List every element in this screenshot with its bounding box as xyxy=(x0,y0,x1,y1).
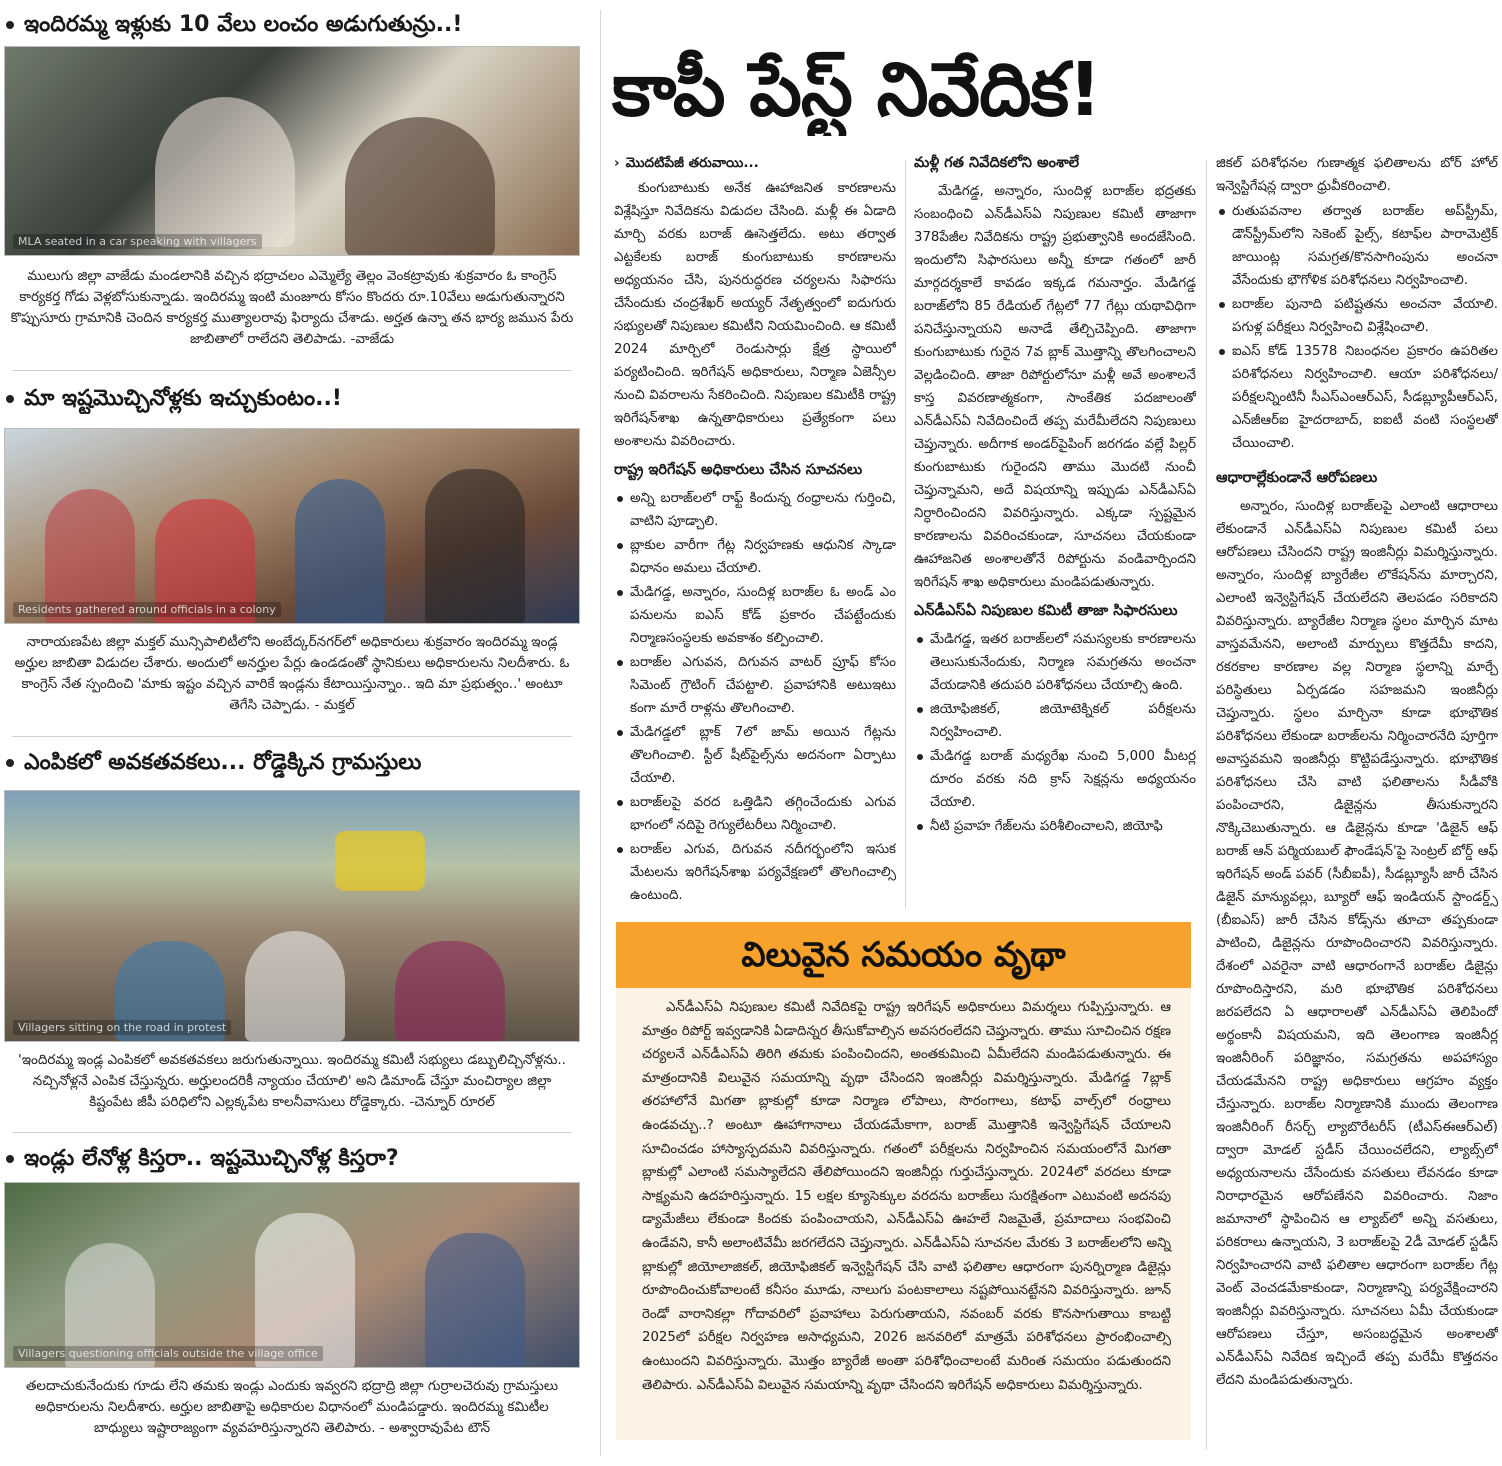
recommendation-list xyxy=(1216,200,1498,455)
boxed-story-title: విలువైన సమయం వృథా xyxy=(741,935,1066,975)
person-shape xyxy=(295,479,385,624)
bullet-icon xyxy=(6,759,14,767)
continuation-label: › మొదటిపేజీ తరువాయి... xyxy=(614,152,896,175)
story-title-1: ఇందిరమ్మ ఇళ్లుకు 10 వేలు లంచం అడుగుతున్రు..! xyxy=(6,10,462,40)
story-photo-3: Villagers sitting on the road in protest xyxy=(4,790,580,1042)
bullet-icon xyxy=(6,21,14,29)
column-divider xyxy=(1206,160,1207,1450)
list-item: మేడిగడ్డ, అన్నారం, సుందిళ్ల బరాజ్‌ల ఓ అండ్ ఎం పనులను ఐఎస్ కోడ్ ప్రకారం చేపట్టేందుకు నిర్మాణసంస్థలకు అవకాశం కల్పించాలి. xyxy=(614,581,896,650)
person-shape xyxy=(425,1233,525,1368)
person-shape xyxy=(155,97,295,247)
list-item: మేడిగడ్డ బరాజ్ మధ్యరేఖ నుంచి 5,000 మీటర్ల దూరం వరకు నది క్రాస్ సెక్షన్లను అధ్యయనం చేయాలి. xyxy=(914,745,1196,814)
story-caption-3: 'ఇందిరమ్మ ఇండ్ల ఎంపికలో అవకతవకలు జరుగుతున్నాయి. ఇందిరమ్మ కమిటీ సభ్యులు డబ్బులిచ్చినోళ్లను.. నచ్చినోళ్లనే ఎంపిక చేస్తున్నరు. అర్హులందరికీ న్యాయం చేయాలి' అని డిమాండ్ చేస్తూ మంచిర్యాల జిల్లా కిష్టంపేట జీపీ పరిధిలోని ఎల్లక్కపేట కాలనీవాసులు రోడ్డెక్కారు. -చెన్నూర్ రూరల్ xyxy=(18,1052,566,1110)
story-photo-1: MLA seated in a car speaking with villagers xyxy=(4,46,580,256)
subheading: ఎన్‌డీఎస్‌ఏ నిపుణుల కమిటీ తాజా సిఫారసులు xyxy=(914,603,1178,619)
story-photo-2: Residents gathered around officials in a colony xyxy=(4,428,580,624)
subheading: ఆధారాల్లేకుండానే ఆరోపణలు xyxy=(1216,470,1378,486)
list-item: మేడిగడ్డలో బ్లాక్ 7లో జామ్ అయిన గేట్లను తొలగించాలి. స్టీల్ షీట్‌పైల్స్‌ను అదనంగా ఏర్పాటు చేయాలి. xyxy=(614,721,896,790)
main-headline: కాపీ పేస్ట్ నివేదిక! xyxy=(612,47,1101,133)
list-item: ఐఎస్ కోడ్ 13578 నిబంధనల ప్రకారం ఉపరితల పరిశోధనలు నిర్వహించాలి. ఆయా పరిశోధనలు/పరీక్షలన్నింటినీ సీఎస్ఎంఆర్ఎస్, సీడబ్ల్యూపీఆర్ఎస్, ఎన్‌జీఆర్‌ఐ హైదరాబాద్, ఐఐటీ వంటి సంస్థలతో చేయించాలి. xyxy=(1216,340,1498,455)
story-photo-4: Villagers questioning officials outside the village office xyxy=(4,1182,580,1368)
article-paragraph: కుంగుబాటుకు అనేక ఊహాజనిత కారణాలను విశ్లేషిస్తూ నివేదికను విడుదల చేసింది. మళ్లీ ఈ ఏడాది మార్చి వరకు బరాజ్ ఊసెత్తలేదు. అటు తర్వాత ఎట్టకేలకు బరాజ్ కుంగుబాటుకు కారణాలను అధ్యయనం చేసి, పునరుద్ధరణ చర్యలను సిఫారసు చేసేందుకు చంద్రశేఖర్ అయ్యర్ నేతృత్వంలో ఐదుగురు సభ్యులతో నిపుణుల కమిటీని నియమించింది. ఆ కమిటీ 2024 మార్చిలో రెండుసార్లు క్షేత్ర స్థాయిలో పర్యటించింది. ఇరిగేషన్ అధికారులు, నిర్మాణ ఏజెన్సీల నుంచి వివరాలను సేకరించింది. నిపుణుల కమిటీకి రాష్ట్ర ఇరిగేషన్‌శాఖ ఉన్నతాధికారులు ప్రత్యేకంగా పలు అంశాలను వివరించారు. xyxy=(614,181,896,449)
list-item: బ్లాకుల వారీగా గేట్ల నిర్వహణకు ఆధునిక స్కాడా విధానం అమలు చేయాలి. xyxy=(614,534,896,580)
story-title-2: మా ఇష్టమొచ్చినోళ్లకు ఇచ్చుకుంటం..! xyxy=(6,384,342,414)
recommendation-list xyxy=(914,628,1196,838)
story-title-4: ఇండ్లు లేనోళ్ల కిస్తరా.. ఇష్టమొచ్చినోళ్ల కిస్తరా? xyxy=(6,1144,399,1174)
column-divider xyxy=(600,10,601,1456)
subheading: రాష్ట్ర ఇరిగేషన్ అధికారులు చేసిన సూచనలు xyxy=(614,462,863,478)
article-column-3 xyxy=(1216,152,1498,1452)
recommendation-list xyxy=(614,487,896,907)
column-divider xyxy=(905,160,906,908)
chevron-right-icon: › xyxy=(614,155,620,171)
side-stories-column xyxy=(0,0,590,1466)
story-caption-4: తలదాచుకునేందుకు గూడు లేని తమకు ఇండ్లు ఎందుకు ఇవ్వరని భద్రాద్రి జిల్లా గుర్రాలచెరువు గ్రామస్తులు అధికారులను నిలదీశారు. అర్హుల జాబితాపై అధికారుల విధానంలో మండిపడ్డారు. ఇందిరమ్మ కమిటీల బాధ్యులు ఇష్టారాజ్యంగా వ్యవహరిస్తున్నారని తెలిపారు. - అశ్వారావుపేట టౌన్ xyxy=(25,1378,559,1436)
story-title-3: ఎంపికలో అవకతవకలు... రోడ్డెక్కిన గ్రామస్తులు xyxy=(6,748,421,778)
divider xyxy=(12,370,572,371)
auto-rickshaw-shape xyxy=(335,831,425,891)
article-column-1 xyxy=(614,152,896,912)
list-item: జియోఫిజికల్, జియోటెక్నికల్ పరీక్షలను నిర్వహించాలి. xyxy=(914,698,1196,744)
person-shape xyxy=(255,1213,355,1368)
person-shape xyxy=(345,117,495,256)
story-caption-1: ములుగు జిల్లా వాజేడు మండలానికి వచ్చిన భద్రాచలం ఎమ్మెల్యే తెల్లం వెంకట్రావుకు శుక్రవారం ఓ కాంగ్రెస్ కార్యకర్త గోడు వెళ్లబోసుకున్నాడు. ఇందిరమ్మ ఇంటి మంజూరు కోసం కొందరు రూ.10వేలు అడుగుతున్నారని కొప్పుసూరు గ్రామానికి చెందిన కార్యకర్త ముత్యాలరావు ఫిర్యాదు చేశాడు. అర్హత ఉన్నా తన భార్య జమున పేరు జాబితాలో రాలేదని తెలిపాడు. -వాజేడు xyxy=(10,268,574,347)
list-item: రుతుపవనాల తర్వాత బరాజ్‌ల అప్‌స్ట్రీమ్, డౌన్‌స్ట్రీమ్‌లోని సెకెంట్ పైల్స్, కటాఫ్‌ల పారామెట్రిక్ జాయింట్ల సమగ్రత/కొనసాగింపును అంచనా వేసేందుకు భౌగోళిక పరిశోధనలు నిర్వహించాలి. xyxy=(1216,200,1498,292)
bullet-icon xyxy=(6,1155,14,1163)
list-item: మేడిగడ్డ, ఇతర బరాజ్‌లలో సమస్యలకు కారణాలను తెలుసుకునేందుకు, నిర్మాణ సమగ్రతను అంచనా వేయడానికి తదుపరి పరిశోధనలు చేయాల్సి ఉంది. xyxy=(914,628,1196,697)
divider xyxy=(12,736,572,737)
article-paragraph: అన్నారం, సుందిళ్ల బరాజ్‌లపై ఎలాంటి ఆధారాలు లేకుండానే ఎన్‌డీఎస్‌ఏ నిపుణుల కమిటీ పలు ఆరోపణలు చేసిందని రాష్ట్ర ఇంజినీర్లు విమర్శిస్తున్నారు. అన్నారం, సుందిళ్ల బ్యారేజీల లొకేషన్‌ను మార్చారని, ఎలాంటి ఇన్వెస్టిగేషన్ చేయలేదని తెలపడం సరికాదని వివరిస్తున్నారు. బ్యారేజీల నిర్మాణ స్థలం మార్చిన మాట వాస్తవమేనని, అలాంటి మార్పులు కొత్తదేమీ కాదని, రకరకాల కారణాల వల్ల నిర్మాణ స్థలాన్ని మార్చే పరిస్థితులు ఏర్పడడం సహజమని ఇంజినీర్లు చెప్తున్నారు. స్థలం మార్చినా కూడా భూభౌతిక పరిశోధనలు లేకుండా బరాజ్‌లను నిర్మించారనేది పూర్తిగా అవాస్తవమని ఇంజినీర్లు కొట్టిపడేస్తున్నారు. భూభౌతిక పరిశోధనలు చేసి వాటి ఫలితాలను సీడీవోకి పంపించారని, డిజైన్లను తీసుకున్నారని నొక్కిచెబుతున్నారు. ఆ డిజైన్లను కూడా 'డిజైన్ ఆఫ్ బరాజ్ ఆన్ పర్మియబుల్ ఫౌండేషన్'పై సెంట్రల్ బోర్డ్ ఆఫ్ ఇరిగేషన్ అండ్ పవర్ (సీబీఐపీ), సీడబ్ల్యూసీ జారీ చేసిన డిజైన్ మాన్యువల్లు, బ్యూరో ఆఫ్ ఇండియన్ స్టాండర్డ్స్ (బీఐఎస్) జారీ చేసిన కోడ్స్‌ను తూచా తప్పకుండా పాటించి, డిజైన్లను రూపొందించారని వివరిస్తున్నారు. దేశంలో ఎవరైనా వాటి ఆధారంగానే బరాజ్‌ల డిజైన్లు రూపొందిస్తారని, మరి భూభౌతిక పరిశోధనలు జరపలేదని ఏ ఆధారాలతో ఎన్‌డీఎస్‌ఏ తెలిపిందో అర్థంకానీ విషయమని, ఇది తెలంగాణ ఇంజినీర్ల ఇంజినీరింగ్ పరిజ్ఞానం, సమగ్రతను అపహాస్యం చేయడమేనని రాష్ట్ర అధికారులు ఆగ్రహం వ్యక్తం చేస్తున్నారు. బరాజ్‌ల నిర్మాణానికి ముందు తెలంగాణ ఇంజినీరింగ్ రీసర్చ్ ల్యాబొరేటరీస్ (టీఎస్ఈఆర్ఎల్) ద్వారా మోడల్ స్టడీస్ చేయించలేదని, ల్యాబ్స్‌లో అధ్యయనాలను చేసేందుకు వసతులు లేవనడం కూడా నిరాధారమైన ఆరోపణేనని వివరించారు. నిజాం జమానాలో స్థాపించిన ఆ ల్యాబ్‌లో అన్ని వసతులు, పరికరాలు ఉన్నాయని, 3 బరాజ్‌లపై 2డీ మోడల్ స్టడీస్ నిర్వహించారని వాటి ఫలితాల ఆధారంగా బరాజ్‌ల గేట్ల వెంట్‌ వెంచడమేకాకుండా, నిర్మాణాన్ని పర్యవేక్షించారని ఇంజినీర్లు వివరిస్తున్నారు. సూచనలు ఏమీ చేయకుండా ఆరోపణలు చేస్తూ, అసంబద్ధమైన అంశాలతో ఎన్‌డీఎస్‌ఏ నివేదిక ఇచ్చిందే తప్ప మరేమీ కొత్తదనం లేదని మండిపడుతున్నారు. xyxy=(1216,499,1498,1388)
article-paragraph: మేడిగడ్డ, అన్నారం, సుందిళ్ల బరాజ్‌ల భద్రతకు సంబంధించి ఎన్‌డీఎస్‌ఏ నిపుణుల కమిటీ తాజాగా 378పేజీల నివేదికను రాష్ట్ర ప్రభుత్వానికి అందజేసింది. ఇందులోని సిఫారసులు అన్నీ కూడా గతంలో జారీ మార్గదర్శకాలే కావడం ఇక్కడ గమనార్హం. మేడిగడ్డ బరాజ్‌లోని 85 రేడియల్ గేట్లలో 77 గేట్లు యథావిధిగా పనిచేస్తున్నాయని అనాడే తేల్చిచెప్పింది. తాజాగా కుంగుబాటుకు గురైన 7వ బ్లాక్ మొత్తాన్ని తొలగించాలని వెల్లడించింది. తాజా రిపోర్టులోనూ మళ్లీ అవే అంశాలనే కాస్త వివరణాత్మకంగా, సాంకేతిక పదజాలంతో ఎన్‌డీఎస్‌ఏ నివేదించిందే తప్ప మరేమీలేదని నిపుణులు చెప్తున్నారు. అదీగాక అండర్‌పైపింగ్ జరగడం వల్లే పిల్లర్ కుంగుబాటుకు గురైందని తాము మొదటి నుంచీ చెప్తున్నామని, అదే విషయాన్ని ఇప్పుడు ఎన్‌డీఎస్‌ఏ నిర్ధారించిందని వివరిస్తున్నారు. ఎక్కడా స్పష్టమైన కారణాలను వివరించకుండా, సూచనలు చేయకుండా ఊహాజనిత అంశాలతోనే రిపోర్టును వండివార్చిందని ఇరిగేషన్ శాఖ అధికారులు మండిపడుతున్నారు. xyxy=(914,184,1196,590)
list-item: అన్ని బరాజ్‌లలో రాఫ్ట్ కిందున్న రంధ్రాలను గుర్తించి, వాటిని పూడ్చాలి. xyxy=(614,487,896,533)
bullet-icon xyxy=(6,395,14,403)
boxed-story-body: ఎన్‌డీఎస్‌ఏ నిపుణుల కమిటీ నివేదికపై రాష్ట్ర ఇరిగేషన్ అధికారులు విమర్శలు గుప్పిస్తున్నారు. ఆ మాత్రం రిపోర్ట్ ఇవ్వడానికి ఏడాదిన్నర తీసుకోవాల్సిన అవసరంలేదని చెప్తున్నారు. తాము సూచించిన రక్షణ చర్యలనే ఎన్‌డీఎస్‌ఏ తిరిగి తమకు పంపించిందని, అంతకుమించి ఏమీలేదని మండిపడుతున్నారు. ఈ మాత్రందానికి విలువైన సమయాన్ని వృథా చేసిందని ఇంజినీర్లు విమర్శిస్తున్నారు. మేడిగడ్డ 7బ్లాక్ తరహాలోనే మిగతా బ్లాకుల్లో కూడా నిర్మాణ లోపాలు, సొరంగాలు, కటాఫ్ వాల్స్‌లో రంధ్రాలు ఉండవచ్చు..? అంటూ ఊహాగానాలు చేయడమేకాగా, బరాజ్ మొత్తానికి ఇన్వెస్టిగేషన్ చేయాలని సూచించడం హాస్యాస్పదమని వివరిస్తున్నారు. గతంలో పరీక్షలను నిర్వహించిన సమయంలోనే మిగతా బ్లాకుల్లో ఎలాంటి సమస్యాలేదని తేలిపోయిందని ఇంజినీర్లు గుర్తుచేస్తున్నారు. 2024లో వరదలు కూడా సాక్ష్యమని ఉదహరిస్తున్నారు. 15 లక్షల క్యూసెక్కుల వరదను బరాజ్‌లు సురక్షితంగా ఎటువంటి అదనపు డ్యామేజీలు లేకుండా కిందకు పంపించాయని, ఎన్‌డీఎస్‌ఏ ఊహలే నిజమైతే, ప్రమాదాలు సంభవించి ఉండేవని, కానీ అలాంటివేమీ జరగలేదని చెప్తున్నారు. ఎన్‌డీఎస్‌ఏ సూచనల మేరకు 3 బరాజ్‌లలోని అన్ని బ్లాకుల్లో జియోలాజికల్, జియోఫిజికల్ ఇన్వెస్టిగేషన్ చేసి వాటి ఫలితాల ఆధారంగా పునర్నిర్మాణ డిజైన్లు రూపొందించుకోవాలంటే కనీసం మూడు, నాలుగు పంటకాలాలు నష్టపోయినట్టేనని వివరిస్తున్నారు. జూన్ రెండో వారానికల్లా గోదావరిలో ప్రవాహాలు పెరుగుతాయని, నవంబర్ వరకు కొనసాగుతాయి కాబట్టి 2025లో పరీక్షల నిర్వహణ అసాధ్యమని, 2026 జనవరిలో మాత్రమే పరిశోధనలు ప్రారంభించాల్సి ఉంటుందని వివరిస్తున్నారు. మొత్తం బ్యారేజీ అంతా పరిశోధించాలంటే మరింత సమయం పడుతుందని తెలిపారు. ఎన్‌డీఎస్‌ఏ విలువైన సమయాన్ని వృథా చేసిందని ఇరిగేషన్ అధికారులు విమర్శిస్తున్నారు. xyxy=(616,988,1191,1440)
list-item: బరాజ్‌ల పునాది పటిష్టతను అంచనా వేయాలి. పగుళ్ల పరీక్షలు నిర్వహించి విశ్లేషించాలి. xyxy=(1216,293,1498,339)
article-column-2 xyxy=(914,152,1196,912)
list-item: బరాజ్‌ల ఎగువన, దిగువన వాటర్ ప్రూఫ్ కోసం సిమెంట్ గ్రౌటింగ్ చేపట్టాలి. ప్రవాహానికి అటుఇటు కంగా మారే రాళ్లను తొలగించాలి. xyxy=(614,651,896,720)
person-shape xyxy=(395,941,505,1041)
article-paragraph: జికల్ పరిశోధనల గుణాత్మక ఫలితాలను బోర్ హోల్ ఇన్వెస్టిగేషన్ల ద్వారా ధ్రువీకరించాలి. xyxy=(1216,156,1498,194)
person-shape xyxy=(245,931,345,1041)
list-item: బరాజ్‌ల ఎగువ, దిగువన నదీగర్భంలోని ఇసుక మేటలను ఇరిగేషన్‌శాఖ పర్యవేక్షణలో తొలగించాల్సి ఉంటుంది. xyxy=(614,838,896,907)
story-caption-2: నారాయణపేట జిల్లా మక్తల్ మున్సిపాలిటీలోని అంబేద్కర్‌నగర్‌లో అధికారులు శుక్రవారం ఇందిరమ్మ ఇండ్ల అర్హుల జాబితా విడుదల చేశారు. అందులో అనర్హుల పేర్లు ఉండడంతో స్థానికులు అధికారులను నిలదీశారు. ఓ కాంగ్రెస్ నేత స్పందించి 'మాకు ఇష్టం వచ్చిన వారికే ఇండ్లను కేటాయిస్తున్నాం.. ఇది మా ప్రభుత్వం..' అంటూ తెగేసి చెప్పాడు. - మక్తల్ xyxy=(14,634,570,713)
person-shape xyxy=(425,469,525,624)
list-item: నీటి ప్రవాహ గేజ్‌లను పరిశీలించాలని, జియోఫి xyxy=(914,815,1196,838)
boxed-story-header xyxy=(616,922,1191,988)
list-item: బరాజ్‌లపై వరద ఒత్తిడిని తగ్గించేందుకు ఎగువ భాగంలో నదిపై రెగ్యులేటరీలు నిర్మించాలి. xyxy=(614,791,896,837)
divider xyxy=(12,1132,572,1133)
subheading: మళ్లీ గత నివేదికలోని అంశాలే xyxy=(914,155,1080,171)
